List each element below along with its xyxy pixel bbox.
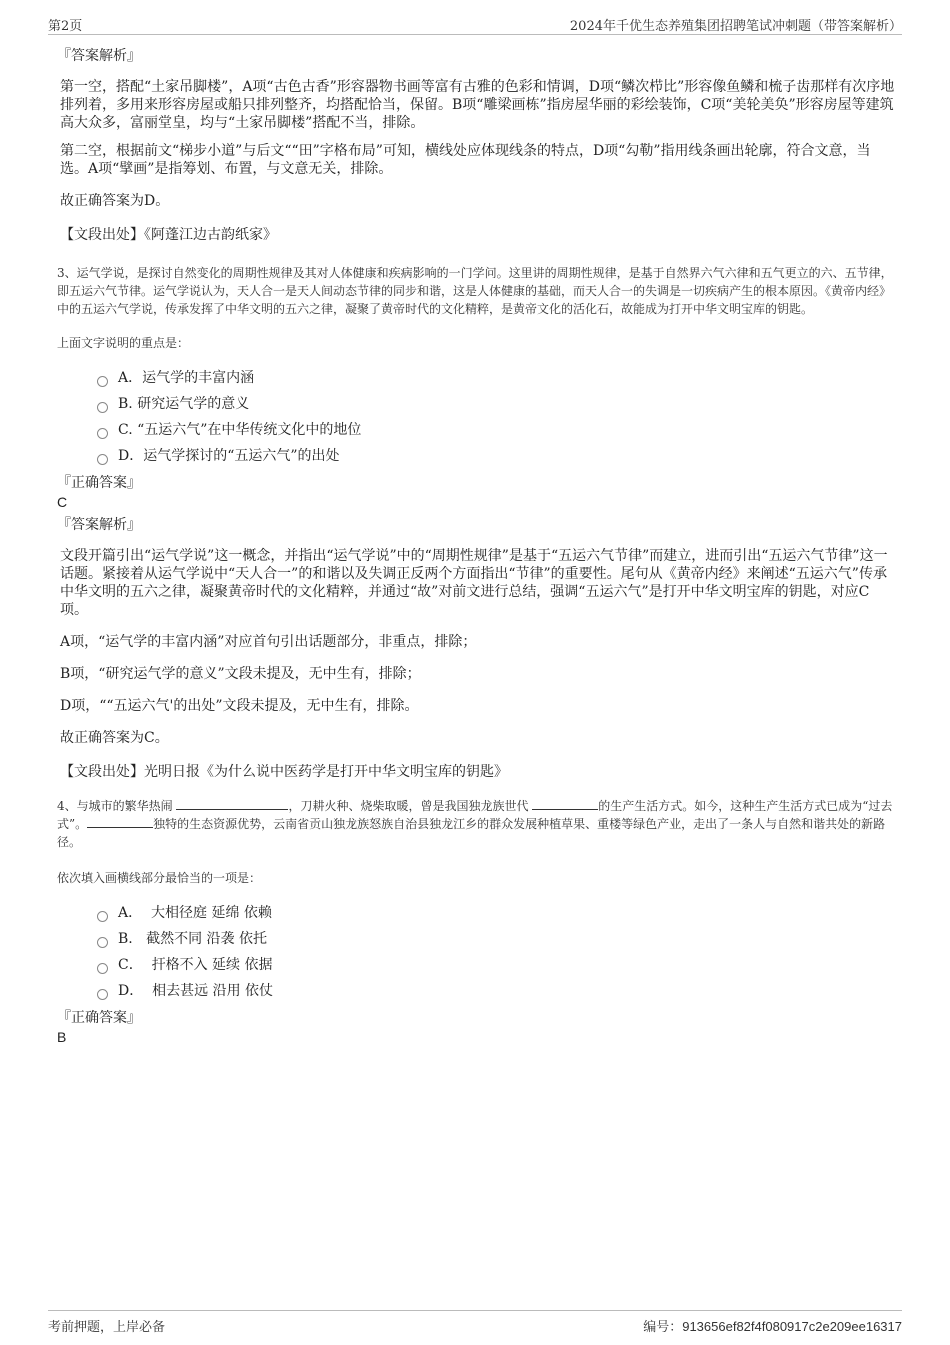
radio-icon[interactable]	[97, 454, 108, 465]
document-title: 2024年千优生态养殖集团招聘笔试冲刺题（带答案解析）	[569, 19, 902, 34]
option-d[interactable]	[97, 978, 897, 1004]
analysis-conclusion: 故正确答案为C。	[60, 730, 169, 746]
option-label: A． 大相径庭 延绵 依赖	[118, 905, 272, 921]
analysis-paragraph: 第一空，搭配“土家吊脚楼”，A项“古色古香”形容器物书画等富有古雅的色彩和情调，D项“鳞次栉比”形容像鱼鳞和梳子齿那样有次序地排列着，多用来形容房屋或船只排列整齐，均搭配恰当，保留。B项“雕梁画栋”指房屋华丽的彩绘装饰，C项“美轮美奂”形容房屋等建筑高大众多，富丽堂皇，均与“土家吊脚楼”搭配不当，排除。	[60, 79, 895, 131]
correct-answer-value: B	[57, 1029, 67, 1045]
option-label: D． 相去甚远 沿用 依仗	[118, 983, 274, 999]
correct-answer-value: C	[57, 494, 68, 510]
correct-answer-label: 『正确答案』	[57, 475, 141, 491]
footer-slogan: 考前押题，上岸必备	[48, 1320, 166, 1335]
option-c[interactable]	[97, 952, 897, 978]
radio-icon[interactable]	[97, 402, 108, 413]
option-c[interactable]	[97, 417, 897, 443]
blank-line	[532, 797, 598, 810]
question-3-text: 3、运气学说，是探讨自然变化的周期性规律及其对人体健康和疾病影响的一门学问。这里讲的周期性规律，是基于自然界六气六律和五气更立的六、五节律，即五运六气节律。运气学说认为，天人合一是天人间动态节律的同步和谐，这是人体健康的基础，而天人合一的失调是一切疾病产生的根本原因。《黄帝内经》中的五运六气学说，传承发挥了中华文明的五六之律，凝聚了黄帝时代的文化精粹，是黄帝文化的活化石，故能成为打开中华文明宝库的钥匙。	[57, 266, 893, 316]
passage-source: 【文段出处】光明日报《为什么说中医药学是打开中华文明宝库的钥匙》	[60, 764, 508, 780]
passage-source: 【文段出处】《阿蓬江边古韵纸家》	[60, 227, 277, 243]
radio-icon[interactable]	[97, 428, 108, 439]
option-a[interactable]	[97, 365, 897, 391]
page-number: 第2页	[48, 19, 83, 34]
analysis-paragraph: D项，““五运六气'的出处”文段未提及，无中生有，排除。	[60, 698, 419, 714]
page-footer	[48, 1310, 902, 1335]
option-label: C. “五运六气”在中华传统文化中的地位	[118, 422, 362, 438]
document-id: 编号：913656ef82f4f080917c2e209ee16317	[643, 1319, 902, 1334]
option-label: D．运气学探讨的“五运六气”的出处	[118, 448, 340, 464]
blank-line	[87, 815, 153, 828]
analysis-paragraph: 第二空，根据前文“梯步小道”与后文““田”字格布局”可知，横线处应体现线条的特点，D项“勾勒”指用线条画出轮廓，符合文意，当选。A项“擘画”是指筹划、布置，与文意无关，排除。	[60, 143, 871, 177]
option-b[interactable]	[97, 391, 897, 417]
correct-answer-label: 『正确答案』	[57, 1010, 141, 1026]
question-3-options	[97, 365, 897, 469]
option-a[interactable]	[97, 900, 897, 926]
radio-icon[interactable]	[97, 963, 108, 974]
option-label: C． 扞格不入 延续 依据	[118, 957, 273, 973]
page-header	[48, 12, 902, 35]
analysis-paragraph: A项，“运气学的丰富内涵”对应首句引出话题部分，非重点，排除；	[60, 634, 477, 650]
analysis-label: 『答案解析』	[57, 48, 141, 64]
question-3-prompt: 上面文字说明的重点是：	[57, 336, 190, 350]
option-d[interactable]	[97, 443, 897, 469]
analysis-label: 『答案解析』	[57, 517, 141, 533]
radio-icon[interactable]	[97, 937, 108, 948]
analysis-conclusion: 故正确答案为D。	[60, 193, 170, 209]
option-b[interactable]	[97, 926, 897, 952]
question-4-text: 4、与城市的繁华热闹 ，刀耕火种、烧柴取暖，曾是我国独龙族世代 的生产生活方式。如今，这种生产生活方式已成为“过去式”。 独特的生态资源优势，云南省贡山独龙族怒族自治县独龙江乡的群众发展种植草果、重楼等绿色产业，走出了一条人与自然和谐共处的新路径。	[57, 799, 893, 849]
radio-icon[interactable]	[97, 376, 108, 387]
analysis-paragraph: B项，“研究运气学的意义”文段未提及，无中生有，排除；	[60, 666, 421, 682]
option-label: B. 研究运气学的意义	[118, 396, 250, 412]
option-label: A．运气学的丰富内涵	[118, 370, 255, 386]
question-4-options	[97, 900, 897, 1004]
question-4-prompt: 依次填入画横线部分最恰当的一项是：	[57, 871, 262, 885]
analysis-paragraph: 文段开篇引出“运气学说”这一概念，并指出“运气学说”中的“周期性规律”是基于“五运六气节律”而建立，进而引出“五运六气节律”这一话题。紧接着从运气学说中“天人合一”的和谐以及失调正反两个方面指出“节律”的重要性。尾句从《黄帝内经》来阐述“五运六气”传承中华文明的五六之律，凝聚黄帝时代的文化精粹，并通过“故”对前文进行总结，强调“五运六气”是打开中华文明宝库的钥匙，对应C项。	[60, 548, 888, 618]
blank-line	[176, 797, 288, 810]
page-content	[57, 46, 897, 1046]
radio-icon[interactable]	[97, 989, 108, 1000]
radio-icon[interactable]	[97, 911, 108, 922]
option-label: B. 截然不同 沿袭 依托	[118, 931, 267, 947]
